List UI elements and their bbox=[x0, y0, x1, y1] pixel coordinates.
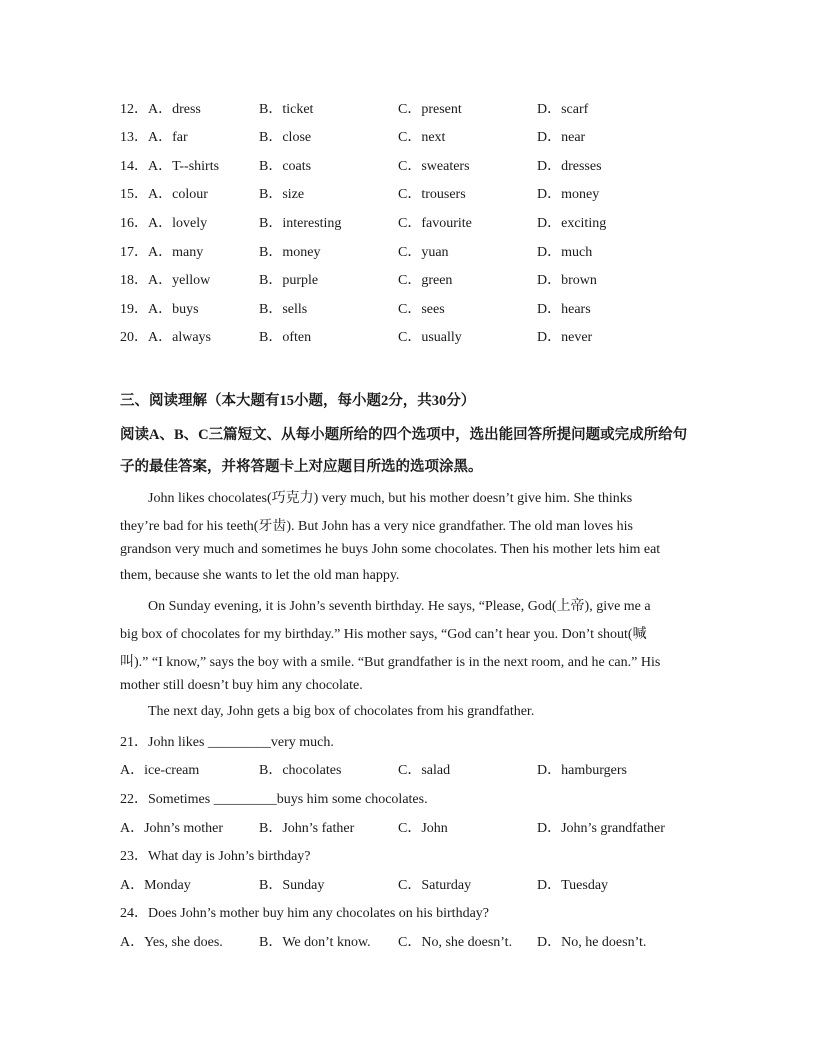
option-c: C．usually bbox=[398, 330, 462, 345]
option-d: D．hears bbox=[537, 302, 591, 317]
passage-line: mother still doesn’t buy him any chocolate. bbox=[120, 678, 363, 693]
option-c: C．favourite bbox=[398, 216, 472, 231]
question-number: 12． bbox=[120, 102, 148, 117]
option-a: A．Monday bbox=[120, 878, 191, 893]
option-a: A．yellow bbox=[148, 273, 211, 288]
option-b: B．interesting bbox=[259, 216, 342, 231]
option-b: B．purple bbox=[259, 273, 319, 288]
option-d: D．money bbox=[537, 187, 600, 202]
section-title: 三、阅读理解（本大题有15小题，每小题2分，共30分） bbox=[120, 393, 476, 409]
option-d: D．near bbox=[537, 130, 586, 145]
passage-line: big box of chocolates for my birthday.” His mother says, “God can’t hear you. Don’t shout(喊 bbox=[120, 627, 647, 642]
question-number: 13． bbox=[120, 130, 148, 145]
option-b: B．Sunday bbox=[259, 878, 325, 893]
question-stem: 21．John likes _________very much. bbox=[120, 735, 334, 750]
option-c: C．No, she doesn’t. bbox=[398, 935, 513, 950]
option-a: A．ice-cream bbox=[120, 763, 200, 778]
option-a: A．Yes, she does. bbox=[120, 935, 223, 950]
option-c: C．sees bbox=[398, 302, 445, 317]
option-d: D．John’s grandfather bbox=[537, 821, 665, 836]
option-c: C．next bbox=[398, 130, 446, 145]
option-c: C．Saturday bbox=[398, 878, 472, 893]
option-b: B．chocolates bbox=[259, 763, 342, 778]
option-a: A．John’s mother bbox=[120, 821, 224, 836]
passage-line: John likes chocolates(巧克力) very much, but his mother doesn’t give him. She thinks bbox=[148, 491, 633, 506]
option-a: A．buys bbox=[148, 302, 199, 317]
passage-line: grandson very much and sometimes he buys John some chocolates. Then his mother lets him eat bbox=[120, 542, 661, 557]
question-number: 19． bbox=[120, 302, 148, 317]
option-b: B．money bbox=[259, 245, 321, 260]
option-d: D．hamburgers bbox=[537, 763, 627, 778]
option-b: B．coats bbox=[259, 159, 312, 174]
passage-line: The next day, John gets a big box of chocolates from his grandfather. bbox=[148, 704, 535, 719]
option-a: A．far bbox=[148, 130, 188, 145]
option-a: A．dress bbox=[148, 102, 201, 117]
option-c: C．trousers bbox=[398, 187, 466, 202]
option-b: B．We don’t know. bbox=[259, 935, 371, 950]
option-b: B．close bbox=[259, 130, 312, 145]
instructions-line: 子的最佳答案，并将答题卡上对应题目所选的选项涂黑。 bbox=[120, 459, 483, 475]
option-d: D．exciting bbox=[537, 216, 607, 231]
option-c: C．John bbox=[398, 821, 448, 836]
option-d: D．No, he doesn’t. bbox=[537, 935, 647, 950]
option-b: B．size bbox=[259, 187, 305, 202]
question-number: 18． bbox=[120, 273, 148, 288]
option-a: A．colour bbox=[148, 187, 208, 202]
option-a: A．many bbox=[148, 245, 204, 260]
option-d: D．Tuesday bbox=[537, 878, 609, 893]
option-b: B．often bbox=[259, 330, 312, 345]
passage-line: they’re bad for his teeth(牙齿). But John has a very nice grandfather. The old man loves his bbox=[120, 519, 633, 534]
passage-line: 叫).” “I know,” says the boy with a smile. “But grandfather is in the next room, and he can.” His bbox=[120, 655, 661, 670]
option-d: D．scarf bbox=[537, 102, 589, 117]
option-d: D．much bbox=[537, 245, 593, 260]
option-c: C．green bbox=[398, 273, 453, 288]
option-a: A．T--shirts bbox=[148, 159, 220, 174]
question-number: 14． bbox=[120, 159, 148, 174]
question-number: 20． bbox=[120, 330, 148, 345]
option-a: A．lovely bbox=[148, 216, 208, 231]
option-b: B．ticket bbox=[259, 102, 314, 117]
option-c: C．present bbox=[398, 102, 462, 117]
passage-line: On Sunday evening, it is John’s seventh birthday. He says, “Please, God(上帝), give me a bbox=[148, 599, 651, 614]
option-c: C．yuan bbox=[398, 245, 449, 260]
option-a: A．always bbox=[148, 330, 211, 345]
option-b: B．sells bbox=[259, 302, 308, 317]
question-number: 15． bbox=[120, 187, 148, 202]
passage-line: them, because she wants to let the old man happy. bbox=[120, 568, 400, 583]
option-c: C．sweaters bbox=[398, 159, 470, 174]
question-stem: 22．Sometimes _________buys him some chocolates. bbox=[120, 792, 428, 807]
option-d: D．dresses bbox=[537, 159, 602, 174]
option-d: D．brown bbox=[537, 273, 597, 288]
option-d: D．never bbox=[537, 330, 593, 345]
question-number: 16． bbox=[120, 216, 148, 231]
question-number: 17． bbox=[120, 245, 148, 260]
question-stem: 23．What day is John’s birthday? bbox=[120, 849, 311, 864]
question-stem: 24．Does John’s mother buy him any chocolates on his birthday? bbox=[120, 906, 489, 921]
option-b: B．John’s father bbox=[259, 821, 355, 836]
instructions-line: 阅读A、B、C三篇短文、从每小题所给的四个选项中，选出能回答所提问题或完成所给句 bbox=[120, 427, 688, 443]
option-c: C．salad bbox=[398, 763, 451, 778]
